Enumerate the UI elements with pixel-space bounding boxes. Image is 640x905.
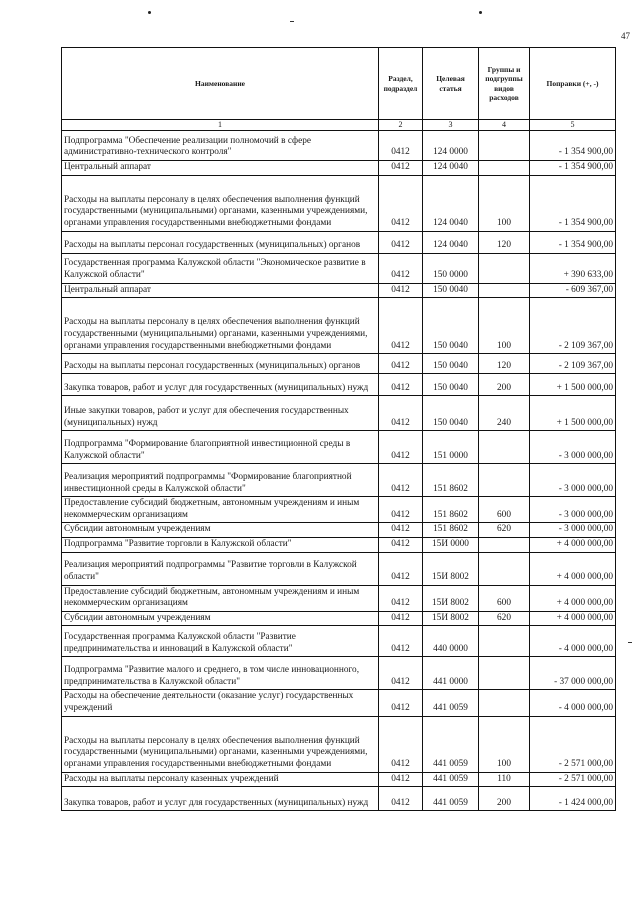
row-amendment: - 3 000 000,00 bbox=[530, 523, 616, 538]
row-name: Расходы на выплаты персоналу в целях обеспечения выполнения функций государственными (муниципальными) органами, казенными учреждениями, органами управления государственными внебюджетными фондами bbox=[62, 716, 379, 772]
row-section: 0412 bbox=[379, 431, 423, 464]
header-section: Раздел, подраздел bbox=[379, 48, 423, 120]
scan-mark bbox=[290, 21, 294, 22]
row-target-article: 441 0059 bbox=[423, 772, 479, 787]
row-target-article: 151 8602 bbox=[423, 523, 479, 538]
row-section: 0412 bbox=[379, 523, 423, 538]
row-target-article: 440 0000 bbox=[423, 626, 479, 657]
row-name: Расходы на выплаты персоналу в целях обеспечения выполнения функций государственными (муниципальными) органами, казенными учреждениями, органами управления государственными внебюджетными фондами bbox=[62, 298, 379, 354]
row-expense-group bbox=[479, 626, 530, 657]
row-amendment: + 4 000 000,00 bbox=[530, 538, 616, 553]
header-name: Наименование bbox=[62, 48, 379, 120]
table-row bbox=[62, 497, 616, 523]
column-number: 3 bbox=[423, 120, 479, 131]
row-section: 0412 bbox=[379, 772, 423, 787]
row-amendment: + 4 000 000,00 bbox=[530, 585, 616, 611]
row-name: Центральный аппарат bbox=[62, 283, 379, 298]
row-amendment: - 3 000 000,00 bbox=[530, 497, 616, 523]
row-expense-group bbox=[479, 657, 530, 690]
row-target-article: 150 0040 bbox=[423, 396, 479, 431]
row-expense-group bbox=[479, 161, 530, 176]
row-target-article: 150 0040 bbox=[423, 283, 479, 298]
table-row bbox=[62, 787, 616, 811]
row-amendment: - 2 571 000,00 bbox=[530, 716, 616, 772]
header-expense-groups: Группы и подгруппы видов расходов bbox=[479, 48, 530, 120]
row-target-article: 124 0040 bbox=[423, 175, 479, 231]
row-target-article: 15И 8002 bbox=[423, 585, 479, 611]
row-expense-group: 600 bbox=[479, 585, 530, 611]
table-row bbox=[62, 585, 616, 611]
row-expense-group bbox=[479, 538, 530, 553]
row-expense-group bbox=[479, 283, 530, 298]
table-row bbox=[62, 690, 616, 716]
header-amendments: Поправки (+, -) bbox=[530, 48, 616, 120]
table-row bbox=[62, 283, 616, 298]
row-expense-group bbox=[479, 552, 530, 585]
table-row bbox=[62, 161, 616, 176]
budget-amendments-table bbox=[61, 47, 616, 811]
row-target-article: 151 0000 bbox=[423, 431, 479, 464]
row-expense-group bbox=[479, 131, 530, 161]
table-row bbox=[62, 231, 616, 253]
row-amendment: - 2 571 000,00 bbox=[530, 772, 616, 787]
row-section: 0412 bbox=[379, 161, 423, 176]
row-expense-group: 620 bbox=[479, 611, 530, 626]
row-amendment: - 1 354 900,00 bbox=[530, 175, 616, 231]
row-name: Расходы на обеспечение деятельности (оказание услуг) государственных учреждений bbox=[62, 690, 379, 716]
row-section: 0412 bbox=[379, 657, 423, 690]
table-row bbox=[62, 253, 616, 283]
row-name: Иные закупки товаров, работ и услуг для обеспечения государственных (муниципальных) нужд bbox=[62, 396, 379, 431]
row-section: 0412 bbox=[379, 690, 423, 716]
row-target-article: 15И 0000 bbox=[423, 538, 479, 553]
row-section: 0412 bbox=[379, 611, 423, 626]
row-target-article: 124 0040 bbox=[423, 161, 479, 176]
row-section: 0412 bbox=[379, 283, 423, 298]
header-target-article: Целевая статья bbox=[423, 48, 479, 120]
row-amendment: - 4 000 000,00 bbox=[530, 626, 616, 657]
row-name: Предоставление субсидий бюджетным, автономным учреждениям и иным некоммерческим организациям bbox=[62, 585, 379, 611]
row-name: Предоставление субсидий бюджетным, автономным учреждениям и иным некоммерческим организациям bbox=[62, 497, 379, 523]
row-section: 0412 bbox=[379, 787, 423, 811]
row-expense-group: 200 bbox=[479, 374, 530, 396]
row-name: Закупка товаров, работ и услуг для государственных (муниципальных) нужд bbox=[62, 374, 379, 396]
column-number: 5 bbox=[530, 120, 616, 131]
row-name: Расходы на выплаты персоналу казенных учреждений bbox=[62, 772, 379, 787]
row-target-article: 15И 8002 bbox=[423, 611, 479, 626]
table-row bbox=[62, 611, 616, 626]
table-row bbox=[62, 396, 616, 431]
table-row bbox=[62, 175, 616, 231]
row-section: 0412 bbox=[379, 298, 423, 354]
row-target-article: 150 0040 bbox=[423, 354, 479, 374]
row-amendment: + 1 500 000,00 bbox=[530, 396, 616, 431]
table-row bbox=[62, 716, 616, 772]
table-row bbox=[62, 464, 616, 497]
row-amendment: - 1 354 900,00 bbox=[530, 161, 616, 176]
row-section: 0412 bbox=[379, 253, 423, 283]
row-target-article: 15И 8002 bbox=[423, 552, 479, 585]
row-target-article: 150 0000 bbox=[423, 253, 479, 283]
row-target-article: 124 0000 bbox=[423, 131, 479, 161]
row-amendment: - 3 000 000,00 bbox=[530, 464, 616, 497]
row-section: 0412 bbox=[379, 497, 423, 523]
row-expense-group: 620 bbox=[479, 523, 530, 538]
row-section: 0412 bbox=[379, 716, 423, 772]
table-row bbox=[62, 354, 616, 374]
table-row bbox=[62, 374, 616, 396]
row-name: Центральный аппарат bbox=[62, 161, 379, 176]
table-row bbox=[62, 538, 616, 553]
row-expense-group bbox=[479, 464, 530, 497]
row-target-article: 124 0040 bbox=[423, 231, 479, 253]
row-expense-group bbox=[479, 253, 530, 283]
scan-speck bbox=[148, 11, 151, 14]
row-expense-group: 120 bbox=[479, 354, 530, 374]
row-expense-group: 100 bbox=[479, 298, 530, 354]
row-name: Государственная программа Калужской области "Развитие предпринимательства и инноваций в Калужской области" bbox=[62, 626, 379, 657]
row-name: Расходы на выплаты персонал государственных (муниципальных) органов bbox=[62, 354, 379, 374]
row-expense-group: 110 bbox=[479, 772, 530, 787]
row-target-article: 151 8602 bbox=[423, 464, 479, 497]
row-amendment: + 390 633,00 bbox=[530, 253, 616, 283]
row-section: 0412 bbox=[379, 354, 423, 374]
row-expense-group: 120 bbox=[479, 231, 530, 253]
row-amendment: - 2 109 367,00 bbox=[530, 298, 616, 354]
scan-speck bbox=[479, 11, 482, 14]
row-name: Подпрограмма "Развитие малого и среднего, в том числе инновационного, предпринимательства в Калужской области" bbox=[62, 657, 379, 690]
row-name: Субсидии автономным учреждениям bbox=[62, 611, 379, 626]
row-section: 0412 bbox=[379, 131, 423, 161]
row-amendment: + 4 000 000,00 bbox=[530, 611, 616, 626]
row-expense-group: 240 bbox=[479, 396, 530, 431]
scan-mark bbox=[628, 642, 632, 643]
table-row bbox=[62, 772, 616, 787]
row-expense-group: 100 bbox=[479, 175, 530, 231]
column-number: 4 bbox=[479, 120, 530, 131]
row-expense-group: 200 bbox=[479, 787, 530, 811]
row-name: Государственная программа Калужской области "Экономическое развитие в Калужской области" bbox=[62, 253, 379, 283]
table-row bbox=[62, 657, 616, 690]
row-amendment: - 37 000 000,00 bbox=[530, 657, 616, 690]
row-expense-group: 600 bbox=[479, 497, 530, 523]
row-target-article: 441 0059 bbox=[423, 716, 479, 772]
row-name: Расходы на выплаты персонал государственных (муниципальных) органов bbox=[62, 231, 379, 253]
row-section: 0412 bbox=[379, 175, 423, 231]
column-number: 1 bbox=[62, 120, 379, 131]
row-target-article: 441 0000 bbox=[423, 657, 479, 690]
row-section: 0412 bbox=[379, 464, 423, 497]
row-expense-group bbox=[479, 431, 530, 464]
row-target-article: 150 0040 bbox=[423, 298, 479, 354]
row-target-article: 150 0040 bbox=[423, 374, 479, 396]
row-name: Закупка товаров, работ и услуг для государственных (муниципальных) нужд bbox=[62, 787, 379, 811]
table-row bbox=[62, 298, 616, 354]
row-section: 0412 bbox=[379, 552, 423, 585]
row-section: 0412 bbox=[379, 231, 423, 253]
row-target-article: 441 0059 bbox=[423, 787, 479, 811]
row-name: Субсидии автономным учреждениям bbox=[62, 523, 379, 538]
row-target-article: 151 8602 bbox=[423, 497, 479, 523]
row-amendment: - 609 367,00 bbox=[530, 283, 616, 298]
row-section: 0412 bbox=[379, 374, 423, 396]
row-amendment: - 4 000 000,00 bbox=[530, 690, 616, 716]
row-section: 0412 bbox=[379, 396, 423, 431]
row-name: Расходы на выплаты персоналу в целях обеспечения выполнения функций государственными (муниципальными) органами, казенными учреждениями, органами управления государственными внебюджетными фондами bbox=[62, 175, 379, 231]
row-target-article: 441 0059 bbox=[423, 690, 479, 716]
row-name: Подпрограмма "Обеспечение реализации полномочий в сфере административно-технического контроля" bbox=[62, 131, 379, 161]
row-name: Подпрограмма "Развитие торговли в Калужской области" bbox=[62, 538, 379, 553]
row-amendment: + 4 000 000,00 bbox=[530, 552, 616, 585]
row-expense-group: 100 bbox=[479, 716, 530, 772]
row-section: 0412 bbox=[379, 538, 423, 553]
row-amendment: - 3 000 000,00 bbox=[530, 431, 616, 464]
row-expense-group bbox=[479, 690, 530, 716]
row-name: Реализация мероприятий подпрограммы "Формирование благоприятной инвестиционной среды в Калужской области" bbox=[62, 464, 379, 497]
table-row bbox=[62, 431, 616, 464]
row-section: 0412 bbox=[379, 585, 423, 611]
row-amendment: - 1 354 900,00 bbox=[530, 131, 616, 161]
table-row bbox=[62, 523, 616, 538]
table-row bbox=[62, 131, 616, 161]
table-row bbox=[62, 552, 616, 585]
row-amendment: + 1 500 000,00 bbox=[530, 374, 616, 396]
row-name: Реализация мероприятий подпрограммы "Развитие торговли в Калужской области" bbox=[62, 552, 379, 585]
row-amendment: - 1 354 900,00 bbox=[530, 231, 616, 253]
table-row bbox=[62, 626, 616, 657]
row-name: Подпрограмма "Формирование благоприятной инвестиционной среды в Калужской области" bbox=[62, 431, 379, 464]
column-number: 2 bbox=[379, 120, 423, 131]
row-amendment: - 1 424 000,00 bbox=[530, 787, 616, 811]
row-section: 0412 bbox=[379, 626, 423, 657]
page-number: 47 bbox=[621, 31, 630, 41]
row-amendment: - 2 109 367,00 bbox=[530, 354, 616, 374]
